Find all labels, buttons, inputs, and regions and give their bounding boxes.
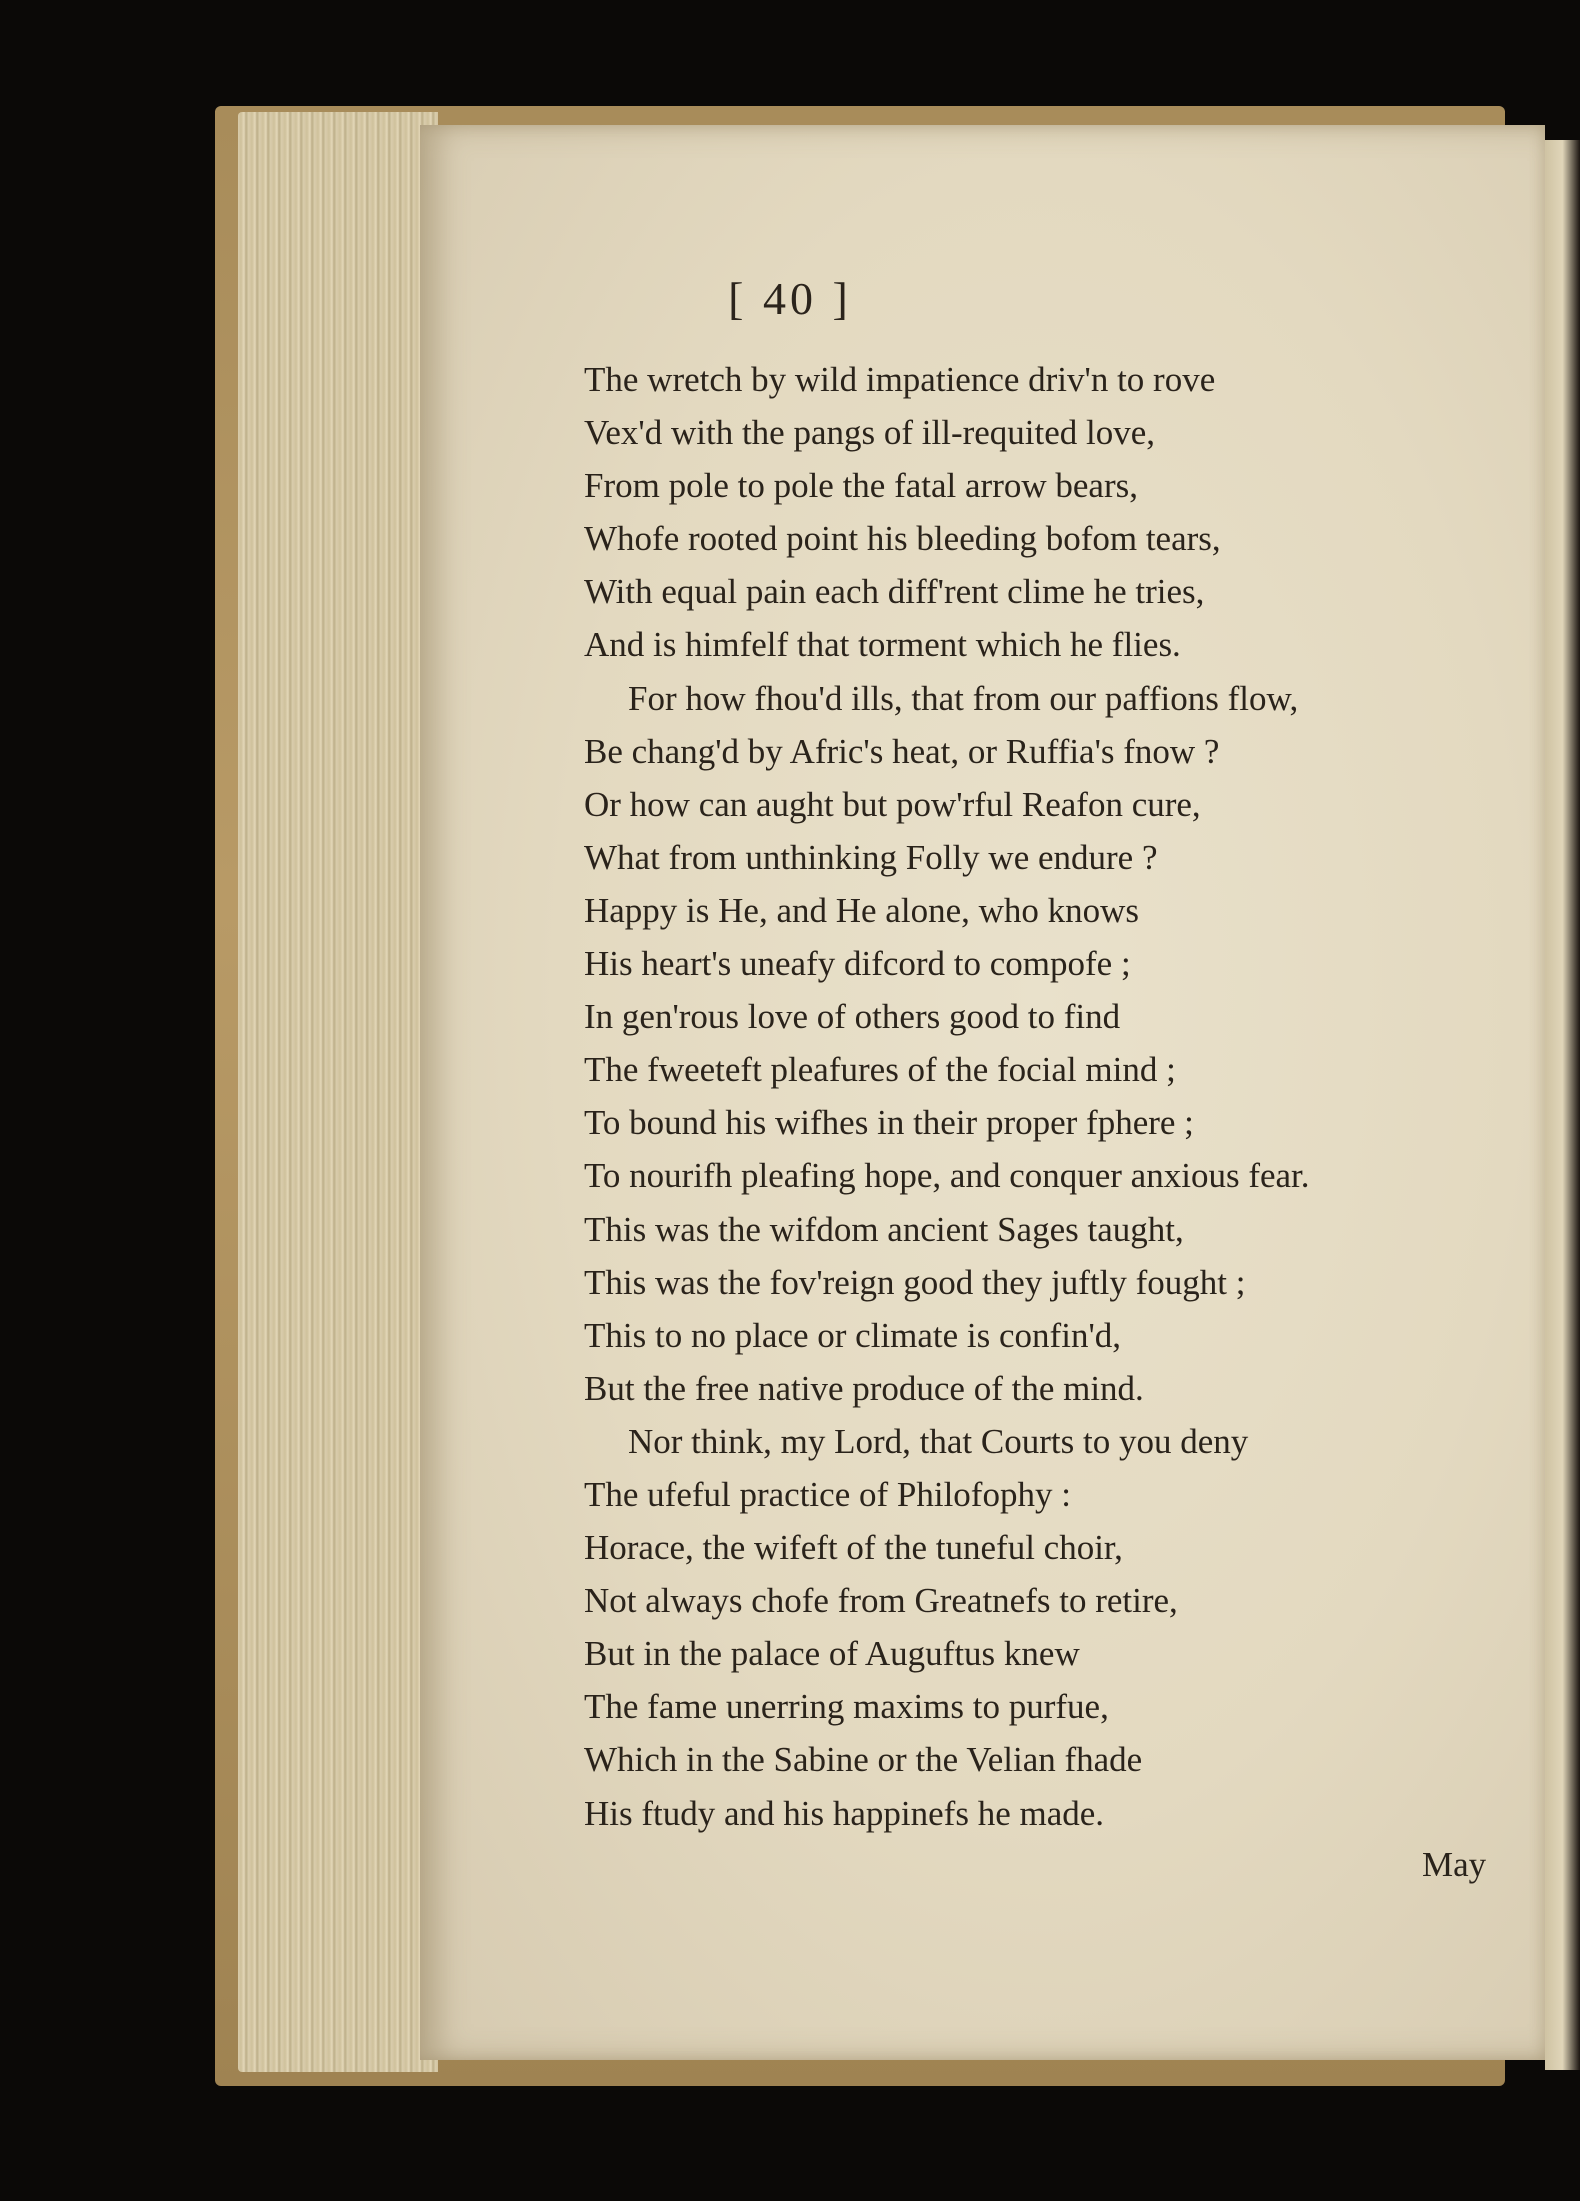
poem-line: But the free native produce of the mind. <box>584 1368 1144 1408</box>
poem-line: The fweeteft pleafures of the focial mind ; <box>584 1050 1176 1090</box>
poem-line: The wretch by wild impatience driv'n to rove <box>584 360 1216 399</box>
poem-line: In gen'rous love of others good to find <box>584 997 1121 1037</box>
poem-line: What from unthinking Folly we endure ? <box>584 837 1158 877</box>
poem-line: Which in the Sabine or the Velian fhade <box>584 1740 1143 1780</box>
poem-line: From pole to pole the fatal arrow bears, <box>584 466 1138 506</box>
poem-line: Not always chofe from Greatnefs to retire, <box>584 1581 1178 1621</box>
poem-line: Horace, the wifeft of the tuneful choir, <box>584 1528 1123 1568</box>
poem-line: And is himfelf that torment which he flies. <box>584 625 1181 665</box>
poem-line: The fame unerring maxims to purfue, <box>584 1687 1109 1727</box>
poem-line: Vex'd with the pangs of ill-requited love, <box>584 413 1156 453</box>
page-block-edges <box>238 112 438 2072</box>
poem-line: With equal pain each diff'rent clime he tries, <box>584 572 1205 612</box>
poem-line: Or how can aught but pow'rful Reafon cure, <box>584 784 1201 824</box>
poem-line: This was the fov'reign good they juftly fought ; <box>584 1262 1246 1302</box>
next-leaf-edge <box>1545 140 1580 2070</box>
poem-line: To bound his wifhes in their proper fphere ; <box>584 1103 1194 1143</box>
poem-line: Be chang'd by Afric's heat, or Ruffia's fnow ? <box>584 731 1220 771</box>
poem-text <box>584 353 1504 1840</box>
poem-line: Whofe rooted point his bleeding bofom tears, <box>584 519 1221 559</box>
poem-line: His ftudy and his happinefs he made. <box>584 1793 1105 1833</box>
poem-line: His heart's uneafy difcord to compofe ; <box>584 944 1131 984</box>
poem-line: This to no place or climate is confin'd, <box>584 1315 1121 1355</box>
poem-line: For how fhou'd ills, that from our paffions flow, <box>628 678 1299 718</box>
catchword: May <box>1422 1845 1487 1884</box>
page-number: [ 40 ] <box>728 273 852 324</box>
poem-line: Nor think, my Lord, that Courts to you deny <box>628 1421 1249 1461</box>
poem-line: To nourifh pleafing hope, and conquer anxious fear. <box>584 1156 1310 1196</box>
poem-line: The ufeful practice of Philofophy : <box>584 1474 1071 1514</box>
poem-line: This was the wifdom ancient Sages taught, <box>584 1209 1184 1249</box>
poem-line: Happy is He, and He alone, who knows <box>584 890 1140 930</box>
poem-line: But in the palace of Auguftus knew <box>584 1634 1080 1674</box>
